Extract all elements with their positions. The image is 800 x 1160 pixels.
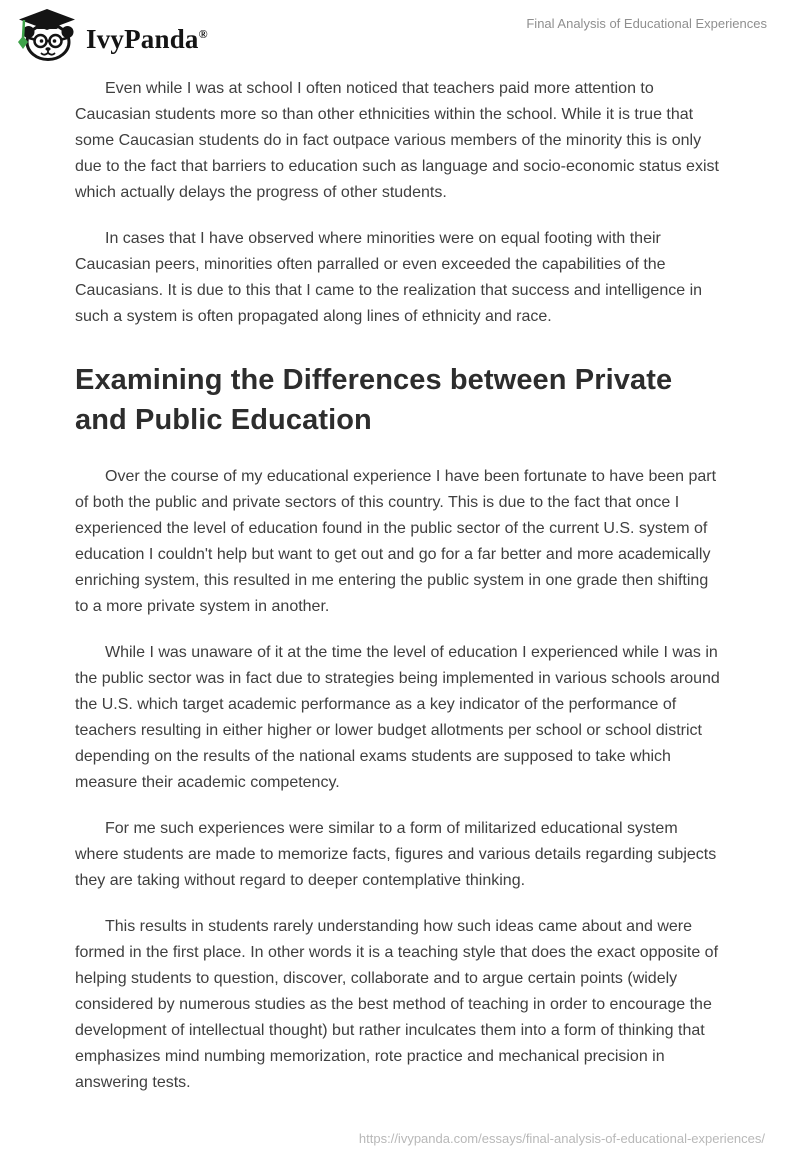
page-footer: [0, 1131, 765, 1146]
source-url: https://ivypanda.com/essays/final-analysis-of-educational-experiences/: [358, 1131, 765, 1146]
paragraph: While I was unaware of it at the time the level of education I experienced while I was in the public sector was in fact due to strategies being implemented in various schools around the U.S. which target academic performance as a key indicator of the performance of teachers resulting in either higher or lower budget allotments per school or school district depending on the results of the national exams students are supposed to take which measure their academic competency.: [75, 644, 720, 791]
paragraph: Over the course of my educational experience I have been fortunate to have been part of both the public and private sectors of this country. This is due to the fact that once I experienced the level of education found in the public sector of the current U.S. system of education I couldn't help but want to get out and go for a far better and more academically enriching system, this resulted in me entering the public system in one grade then shifting to a more private system in another.: [75, 468, 717, 615]
paragraph: Even while I was at school I often noticed that teachers paid more attention to Caucasian students more so than other ethnicities within the school. While it is true that some Caucasian students do in fact outpace various members of the minority this is only due to the fact that barriers to education such as language and socio-economic status exist which actually delays the progress of other students.: [75, 80, 719, 201]
registered-mark: ®: [198, 26, 208, 41]
brand-name: IvyPanda®: [86, 23, 208, 54]
essay-body: [75, 76, 720, 1096]
paragraph: This results in students rarely understanding how such ideas came about and were formed in the first place. In other words it is a teaching style that does the exact opposite of helping students to question, discover, collaborate and to argue certain points (widely considered by numerous studies as the best method of teaching in order to encourage the development of intellectual thought) but rather inculcates them into a form of thinking that emphasizes mind numbing memorization, rote practice and mechanical precision in answering tests.: [75, 918, 719, 1091]
section-heading: Examining the Differences between Private and Public Education: [75, 364, 673, 436]
document-title: Final Analysis of Educational Experiences: [526, 16, 767, 31]
ivypanda-logo: [14, 8, 208, 62]
paragraph: For me such experiences were similar to a form of militarized educational system where students are made to memorize facts, figures and various details regarding subjects they are taking without regard to deeper contemplative thinking.: [75, 820, 717, 889]
paragraph: In cases that I have observed where minorities were on equal footing with their Caucasian peers, minorities often parralled or even exceeded the capabilities of the Caucasians. It is due to this that I came to the realization that success and intelligence in such a system is often propagated along lines of ethnicity and race.: [75, 230, 703, 325]
page-header: [0, 0, 800, 62]
panda-graduate-icon: [14, 8, 78, 62]
